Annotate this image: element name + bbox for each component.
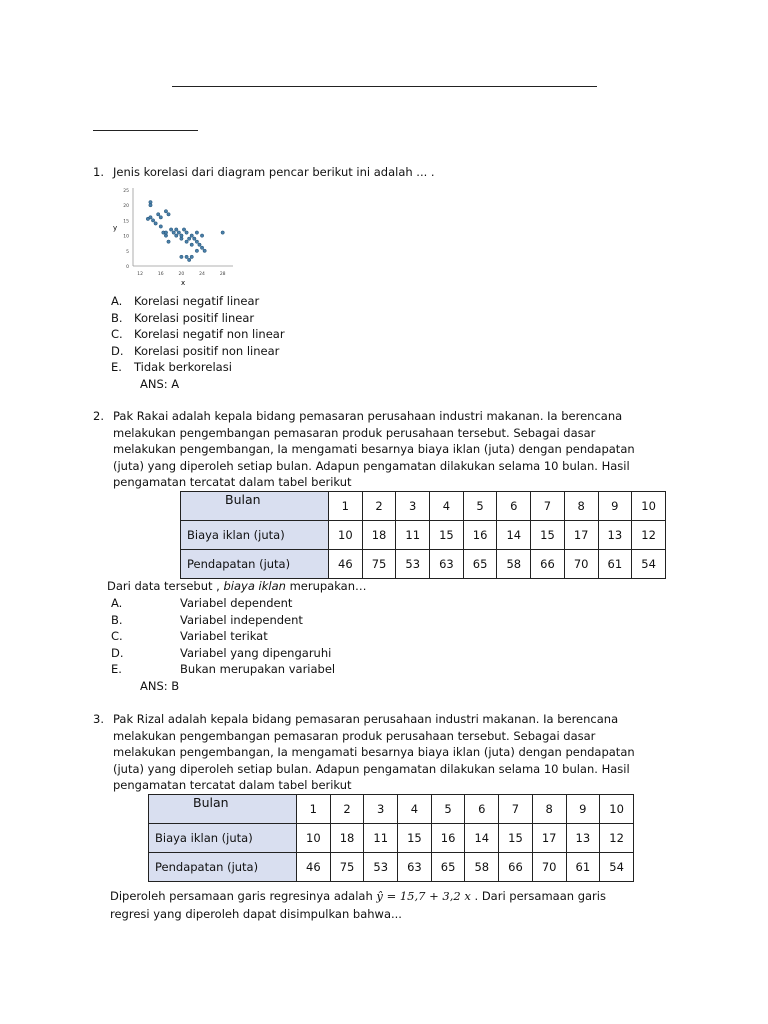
table-cell: 16 <box>431 824 465 853</box>
scatter-point <box>164 210 167 213</box>
scatter-point <box>149 216 152 219</box>
scatter-point <box>159 216 162 219</box>
table-cell: 53 <box>396 550 430 579</box>
table-cell: 10 <box>329 521 363 550</box>
q1-option-a-text: Korelasi negatif linear <box>134 294 260 308</box>
table-cell: 5 <box>431 795 465 824</box>
scatter-point <box>190 255 193 258</box>
scatter-point <box>187 258 190 261</box>
table-cell: 4 <box>398 795 432 824</box>
q2-answer: ANS: B <box>140 679 180 693</box>
scatter-point <box>164 231 167 234</box>
scatter-point <box>198 243 201 246</box>
scatter-point <box>195 240 198 243</box>
table-cell: 12 <box>600 824 634 853</box>
table-cell: 10 <box>600 795 634 824</box>
row-label: Pendapatan (juta) <box>181 550 329 579</box>
scatter-point <box>190 243 193 246</box>
table-cell: 65 <box>463 550 497 579</box>
q2-prompt <box>107 578 367 595</box>
q1-option-b-label: B. <box>111 310 123 325</box>
table-cell: 16 <box>463 521 497 550</box>
q3-regression-pre: Diperoleh persamaan garis regresinya adalah <box>110 889 377 903</box>
table-row <box>181 492 666 521</box>
scatter-point <box>221 231 224 234</box>
table-cell: 11 <box>364 824 398 853</box>
scatter-point <box>187 237 190 240</box>
table-cell: 65 <box>431 853 465 882</box>
table-cell: 2 <box>362 492 396 521</box>
scatter-point <box>167 213 170 216</box>
scatter-point <box>200 246 203 249</box>
table-cell: 18 <box>330 824 364 853</box>
x-tick-label: 28 <box>219 272 226 277</box>
scatter-point <box>180 255 183 258</box>
table-row <box>149 853 634 882</box>
q3-regression-equation: ŷ = 15,7 + 3,2 x <box>376 889 471 903</box>
table-cell: 3 <box>396 492 430 521</box>
y-tick-label: 20 <box>123 204 129 210</box>
q1-number: 1. <box>93 165 104 179</box>
table-cell: 7 <box>499 795 533 824</box>
header-title-rule <box>172 86 597 87</box>
table-cell: 54 <box>632 550 666 579</box>
scatter-point <box>149 204 152 207</box>
y-tick-label: 10 <box>123 234 129 240</box>
q1-option-d-label: D. <box>111 343 124 358</box>
q2-text: Pak Rakai adalah kepala bidang pemasaran perusahaan industri makanan. Ia berencana melakukan pengembangan pemasaran produk perusahaan tersebut. Sebagai dasar melakukan pengembangan, Ia mengamati besarnya biaya iklan (juta) dengan pendapatan (juta) yang diperoleh setiap bulan. Adapun pengamatan dilakukan selama 10 bulan. Hasil pengamatan tercatat dalam tabel berikut <box>113 409 635 490</box>
scatter-y-label: y <box>113 224 118 232</box>
q2-option-a-label: A. <box>111 596 123 610</box>
table-cell: 8 <box>532 795 566 824</box>
scatter-point <box>175 228 178 231</box>
table-cell: 4 <box>430 492 464 521</box>
x-tick-label: 12 <box>137 272 144 277</box>
table-cell: 9 <box>598 492 632 521</box>
scatter-point <box>159 225 162 228</box>
q1-option-b-text: Korelasi positif linear <box>134 310 255 325</box>
q2-prompt-pre: Dari data tersebut , <box>107 579 224 593</box>
scatter-point <box>185 231 188 234</box>
row-label: Pendapatan (juta) <box>149 853 297 882</box>
table-cell: 13 <box>566 824 600 853</box>
q1-option-e-text: Tidak berkorelasi <box>134 360 232 375</box>
table-cell: 61 <box>598 550 632 579</box>
q1-scatter-plot <box>105 184 235 286</box>
q2-data-table <box>180 491 666 579</box>
table-cell: 17 <box>532 824 566 853</box>
scatter-point <box>157 213 160 216</box>
q1-option-c-label: C. <box>111 327 123 342</box>
q1-option-c-text: Korelasi negatif non linear <box>134 327 285 342</box>
table-row <box>181 521 666 550</box>
q1-text: Jenis korelasi dari diagram pencar berikut ini adalah ... . <box>113 165 435 179</box>
x-tick-label: 16 <box>157 272 164 277</box>
table-cell: 10 <box>297 824 331 853</box>
table-cell: 17 <box>564 521 598 550</box>
q3-number: 3. <box>93 712 104 726</box>
q2-option-c-text: Variabel terikat <box>180 629 268 644</box>
q3-data-table <box>148 794 634 882</box>
scatter-point <box>172 231 175 234</box>
table-cell: 1 <box>329 492 363 521</box>
row-label: Biaya iklan (juta) <box>181 521 329 550</box>
table-cell: 66 <box>531 550 565 579</box>
scatter-point <box>154 222 157 225</box>
scatter-point <box>169 228 172 231</box>
scatter-point <box>175 234 178 237</box>
q3-text: Pak Rizal adalah kepala bidang pemasaran perusahaan industri makanan. Ia berencana melakukan pengembangan pemasaran produk perusahaan tersebut. Sebagai dasar melakukan pengembangan, Ia mengamati besarnya biaya iklan (juta) dengan pendapatan (juta) yang diperoleh setiap bulan. Adapun pengamatan dilakukan selama 10 bulan. Hasil pengamatan tercatat dalam tabel berikut <box>113 712 635 793</box>
table-cell: 9 <box>566 795 600 824</box>
scatter-point <box>180 234 183 237</box>
table-cell: 10 <box>632 492 666 521</box>
scatter-x-label: x <box>181 279 186 286</box>
table-cell: 2 <box>330 795 364 824</box>
scatter-point <box>177 231 180 234</box>
table-cell: 8 <box>564 492 598 521</box>
table-cell: 1 <box>297 795 331 824</box>
table-cell: 13 <box>598 521 632 550</box>
header-subtitle-rule <box>93 130 198 131</box>
row-label: Bulan <box>181 492 329 521</box>
q2-number: 2. <box>93 409 104 423</box>
scatter-point <box>190 234 193 237</box>
x-tick-label: 20 <box>178 272 185 277</box>
scatter-point <box>182 228 185 231</box>
table-cell: 70 <box>564 550 598 579</box>
scatter-point <box>167 240 170 243</box>
table-cell: 14 <box>465 824 499 853</box>
table-cell: 58 <box>497 550 531 579</box>
table-cell: 46 <box>329 550 363 579</box>
row-label: Bulan <box>149 795 297 824</box>
table-cell: 6 <box>465 795 499 824</box>
q3-regression-post: . Dari persamaan garis <box>470 889 606 903</box>
scatter-point <box>193 237 196 240</box>
y-tick-label: 5 <box>126 249 129 255</box>
table-row <box>149 824 634 853</box>
table-cell: 7 <box>531 492 565 521</box>
y-tick-label: 0 <box>126 265 129 270</box>
table-row <box>181 550 666 579</box>
row-label: Biaya iklan (juta) <box>149 824 297 853</box>
q1-answer: ANS: A <box>140 377 180 391</box>
q3-regression-line2: regresi yang diperoleh dapat disimpulkan bahwa... <box>110 907 402 921</box>
q2-option-b-label: B. <box>111 612 123 627</box>
table-cell: 54 <box>600 853 634 882</box>
table-cell: 6 <box>497 492 531 521</box>
table-cell: 18 <box>362 521 396 550</box>
q2-option-b-text: Variabel independent <box>180 612 303 627</box>
table-cell: 15 <box>531 521 565 550</box>
table-cell: 70 <box>532 853 566 882</box>
q2-option-d-text: Variabel yang dipengaruhi <box>180 645 332 660</box>
q3-regression <box>110 888 606 905</box>
table-cell: 58 <box>465 853 499 882</box>
y-tick-label: 25 <box>123 189 129 194</box>
table-cell: 75 <box>330 853 364 882</box>
x-tick-label: 24 <box>199 272 205 277</box>
q1-option-a-label: A. <box>111 294 123 308</box>
q1-option-d-text: Korelasi positif non linear <box>134 343 280 358</box>
table-cell: 61 <box>566 853 600 882</box>
table-cell: 53 <box>364 853 398 882</box>
table-cell: 11 <box>396 521 430 550</box>
y-tick-label: 15 <box>123 219 129 225</box>
q2-prompt-italic: biaya iklan <box>223 579 286 593</box>
q2-option-e-label: E. <box>111 662 122 677</box>
table-cell: 5 <box>463 492 497 521</box>
scatter-point <box>200 234 203 237</box>
scatter-point <box>185 240 188 243</box>
q2-option-c-label: C. <box>111 629 123 644</box>
scatter-point <box>185 255 188 258</box>
scatter-point <box>195 231 198 234</box>
scatter-point <box>195 249 198 252</box>
table-cell: 63 <box>398 853 432 882</box>
table-cell: 15 <box>499 824 533 853</box>
table-cell: 14 <box>497 521 531 550</box>
table-cell: 15 <box>398 824 432 853</box>
table-cell: 75 <box>362 550 396 579</box>
scatter-point <box>203 249 206 252</box>
q2-option-a-text: Variabel dependent <box>180 596 293 610</box>
scatter-point <box>151 219 154 222</box>
table-cell: 3 <box>364 795 398 824</box>
q1-option-e-label: E. <box>111 360 122 375</box>
table-row <box>149 795 634 824</box>
table-cell: 66 <box>499 853 533 882</box>
table-cell: 63 <box>430 550 464 579</box>
table-cell: 46 <box>297 853 331 882</box>
table-cell: 12 <box>632 521 666 550</box>
table-cell: 15 <box>430 521 464 550</box>
q2-option-d-label: D. <box>111 645 124 660</box>
q2-option-e-text: Bukan merupakan variabel <box>180 662 336 677</box>
q2-prompt-post: merupakan… <box>285 579 367 593</box>
